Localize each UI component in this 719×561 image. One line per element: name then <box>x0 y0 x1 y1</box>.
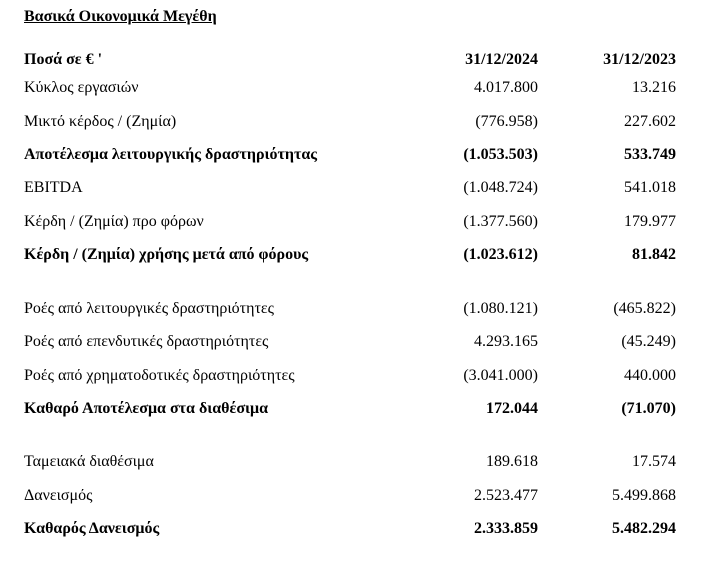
row-value-2024: (1.080.121) <box>463 300 538 317</box>
row-value-2023: 13.216 <box>632 79 676 96</box>
row-label: Μικτό κέρδος / (Ζημία) <box>24 113 177 130</box>
header-col-2024: 31/12/2024 <box>465 51 538 68</box>
table-row <box>0 397 719 421</box>
row-label: EBITDA <box>24 179 83 196</box>
row-value-2024: 189.618 <box>486 453 538 470</box>
row-value-2023: 533.749 <box>624 146 676 163</box>
table-row <box>0 143 719 167</box>
row-value-2024: 4.017.800 <box>474 79 538 96</box>
row-value-2024: (776.958) <box>475 113 538 130</box>
row-label: Ροές από χρηματοδοτικές δραστηριότητες <box>24 367 295 384</box>
row-label: Κύκλος εργασιών <box>24 79 139 96</box>
row-value-2024: 172.044 <box>486 400 538 417</box>
row-value-2023: 179.977 <box>624 213 676 230</box>
row-label: Καθαρό Αποτέλεσμα στα διαθέσιμα <box>24 400 269 417</box>
table-row <box>0 450 719 474</box>
row-label: Δανεισμός <box>24 487 93 504</box>
table-row <box>0 210 719 234</box>
row-label: Ροές από λειτουργικές δραστηριότητες <box>24 300 274 317</box>
row-value-2024: (1.053.503) <box>463 146 538 163</box>
table-row <box>0 330 719 354</box>
table-row <box>0 110 719 134</box>
row-value-2024: 2.333.859 <box>474 520 538 537</box>
row-value-2023: 81.842 <box>632 246 676 263</box>
table-row <box>0 484 719 508</box>
row-label: Κέρδη / (Ζημία) χρήσης μετά από φόρους <box>24 246 309 263</box>
row-value-2023: 17.574 <box>632 453 676 470</box>
row-label: Καθαρός Δανεισμός <box>24 520 160 537</box>
row-value-2023: 440.000 <box>624 367 676 384</box>
row-value-2023: (465.822) <box>613 300 676 317</box>
row-label: Ταμειακά διαθέσιμα <box>24 453 154 470</box>
table-row <box>0 243 719 267</box>
row-value-2023: (71.070) <box>621 400 676 417</box>
row-value-2023: 541.018 <box>624 179 676 196</box>
row-value-2023: 227.602 <box>624 113 676 130</box>
row-value-2024: (1.377.560) <box>463 213 538 230</box>
table-row <box>0 76 719 100</box>
row-value-2023: (45.249) <box>621 333 676 350</box>
table-row <box>0 517 719 541</box>
row-value-2024: (3.041.000) <box>463 367 538 384</box>
row-value-2024: (1.048.724) <box>463 179 538 196</box>
table-header-row <box>0 48 719 72</box>
row-value-2024: 4.293.165 <box>474 333 538 350</box>
row-value-2023: 5.499.868 <box>612 487 676 504</box>
header-amount-label: Ποσά σε € ' <box>24 51 103 68</box>
row-label: Ροές από επενδυτικές δραστηριότητες <box>24 333 269 350</box>
document-title: Βασικά Οικονομικά Μεγέθη <box>24 8 217 25</box>
row-label: Αποτέλεσμα λειτουργικής δραστηριότητας <box>24 146 317 163</box>
table-row <box>0 176 719 200</box>
row-value-2024: 2.523.477 <box>474 487 538 504</box>
row-value-2024: (1.023.612) <box>463 246 538 263</box>
row-label: Κέρδη / (Ζημία) προ φόρων <box>24 213 204 230</box>
table-row <box>0 364 719 388</box>
row-value-2023: 5.482.294 <box>612 520 676 537</box>
table-row <box>0 297 719 321</box>
header-col-2023: 31/12/2023 <box>603 51 676 68</box>
